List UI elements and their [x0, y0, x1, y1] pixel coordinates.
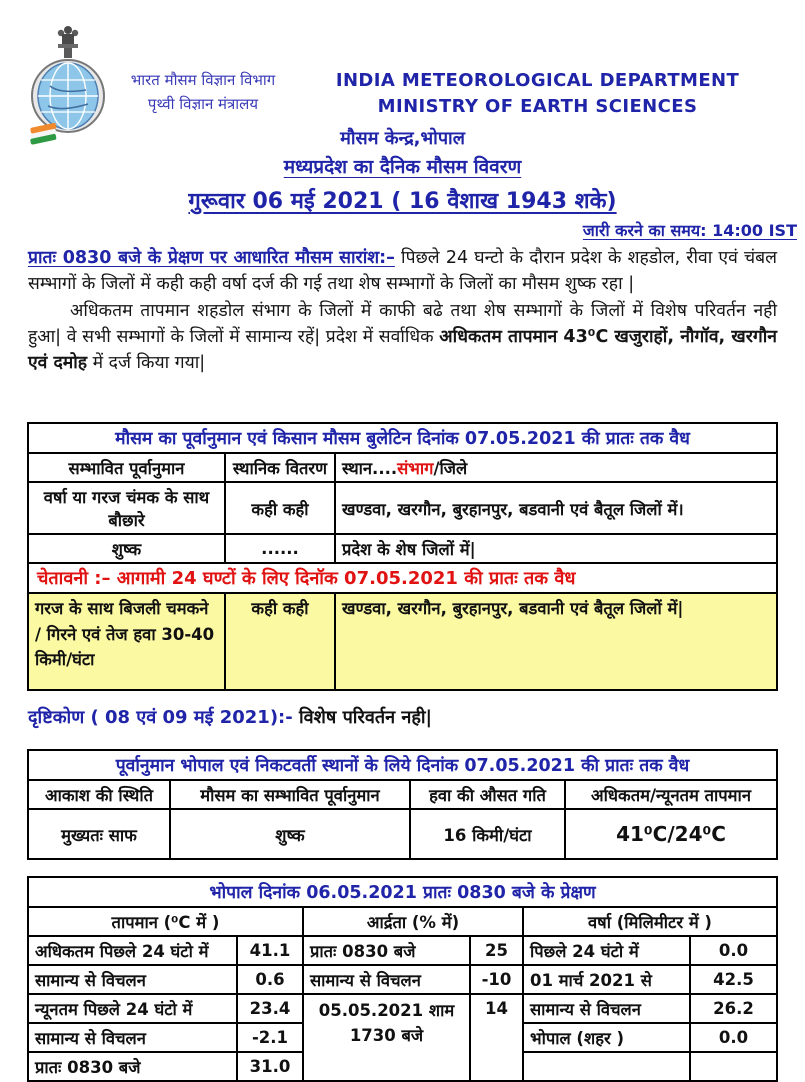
header-weather: मौसम का सम्भावित पूर्वानुमान [170, 780, 410, 809]
observations-row: सामान्य से विचलन 0.6 सामान्य से विचलन -10 01 मार्च 2021 से 42.5 [28, 965, 777, 994]
weather-summary [0, 241, 805, 376]
header-wind: हवा की औसत गति [410, 780, 565, 809]
warning-row: गरज के साथ बिजली चमकने / गिरने एवं तेज हवा 30-40 किमी/घंटा कही कही खण्डवा, खरगौन, बुरहानपुर, बडवानी एवं बैतूल जिलों में| [28, 593, 777, 690]
center-name: मौसम केन्द्र,भोपाल [340, 128, 465, 149]
division-red-label: संभाग [397, 459, 434, 479]
sky-value: मुख्यतः साफ [28, 809, 170, 859]
observations-row: अधिकतम पिछले 24 घंटो में 41.1 प्रातः 0830 बजे 25 पिछले 24 घंटो में 0.0 [28, 936, 777, 965]
observations-row: न्यूनतम पिछले 24 घंटो में 23.4 05.05.2021 शाम 1730 बजे 14 सामान्य से विचलन 26.2 [28, 994, 777, 1023]
dept-en-line2: MINISTRY OF EARTH SCIENCES [377, 96, 698, 118]
org-hindi-line1: भारत मौसम विज्ञान विभाग [130, 71, 276, 89]
evening-humidity-value: 14 [470, 994, 523, 1081]
summary-lead: प्रातः 0830 बजे के प्रेक्षण पर आधारित मौसम सारांश:– [28, 248, 395, 268]
org-name-hindi [108, 68, 298, 116]
temp-value: 41⁰C/24⁰C [565, 809, 777, 859]
forecast-row: वर्षा या गरज चंमक के साथ बौछारे कही कही खण्डवा, खरगौन, बुरहानपुर, बडवानी एवं बैतूल जिलों में। [28, 482, 777, 534]
forecast-col-header-2: स्थानिक वितरण [225, 453, 335, 482]
forecast-row: शुष्क ...... प्रदेश के शेष जिलों में| [28, 534, 777, 563]
dept-name-english [298, 68, 777, 120]
observations-row: सामान्य से विचलन -2.1 भोपाल (शहर ) 0.0 [28, 1023, 777, 1052]
observations-table [27, 876, 778, 1082]
local-forecast-title: पूर्वानुमान भोपाल एवं निकटवर्ती स्थानों के लिये दिनांक 07.05.2021 की प्रातः तक वैध [28, 750, 777, 780]
outlook-value: विशेष परिवर्तन नही| [292, 707, 433, 729]
local-forecast-table [27, 749, 778, 860]
issue-time: जारी करने का समय: 14:00 IST [582, 221, 797, 240]
header-temp: अधिकतम/न्यूनतम तापमान [565, 780, 777, 809]
imd-emblem-icon [28, 20, 108, 148]
forecast-table [27, 422, 778, 691]
observations-title: भोपाल दिनांक 06.05.2021 प्रातः 0830 बजे के प्रेक्षण [28, 877, 777, 907]
header-sky: आकाश की स्थिति [28, 780, 170, 809]
warning-title: चेतावनी :– आगामी 24 घण्टों के लिए दिनॉक 07.05.2021 की प्रातः तक वैध [28, 563, 777, 593]
weather-value: शुष्क [170, 809, 410, 859]
forecast-col-header-3: स्थान....संभाग/जिले [335, 453, 777, 482]
outlook-label: दृष्टिकोण ( 08 एवं 09 मई 2021):- [28, 707, 293, 729]
summary-para-2: अधिकतम तापमान शहडोल संभाग के जिलों में काफी बढे तथा शेष सम्भागों के जिलों में विशेष परिवर्तन नही हुआ| वे सभी सम्भागों के जिलों में सामान्य रहें| प्रदेश में सर्वाधिक अधिकतम तापमान 43⁰C खजुराहों, नौगॉव, खरगौन एवं दमोह में दर्ज किया गया| [28, 300, 777, 373]
forecast-table-title: मौसम का पूर्वानुमान एवं किसान मौसम बुलेटिन दिनांक 07.05.2021 की प्रातः तक वैध [28, 423, 777, 453]
forecast-col-header-1: सम्भावित पूर्वानुमान [28, 453, 225, 482]
observations-row: प्रातः 0830 बजे 31.0 [28, 1052, 777, 1081]
org-hindi-line2: पृथ्वी विज्ञान मंत्रालय [147, 95, 259, 113]
temp-section-header: तापमान (⁰C में ) [28, 907, 303, 936]
humidity-section-header: आर्द्रता (% में) [303, 907, 523, 936]
summary-para-1: प्रातः 0830 बजे के प्रेक्षण पर आधारित मौसम सारांश:– पिछले 24 घन्टो के दौरान प्रदेश के शहडोल, रीवा एवं चंबल सम्भागों के जिलों में कही कही वर्षा दर्ज की गई तथा शेष सम्भागों के जिलों का मौसम शुष्क रहा | [28, 248, 777, 295]
local-forecast-row [28, 809, 777, 859]
bulletin-subtitle: मध्यप्रदेश का दैनिक मौसम विवरण [283, 156, 522, 178]
dept-en-line1: INDIA METEOROLOGICAL DEPARTMENT [335, 70, 740, 91]
imd-logo [28, 20, 108, 152]
wind-value: 16 किमी/घंटा [410, 809, 565, 859]
outlook-line [0, 691, 805, 729]
evening-humidity-label: 05.05.2021 शाम 1730 बजे [303, 994, 470, 1081]
rain-section-header: वर्षा (मिलिमीटर में ) [523, 907, 777, 936]
bulletin-date: गुरूवार 06 मई 2021 ( 16 वैशाख 1943 शके) [188, 189, 617, 214]
